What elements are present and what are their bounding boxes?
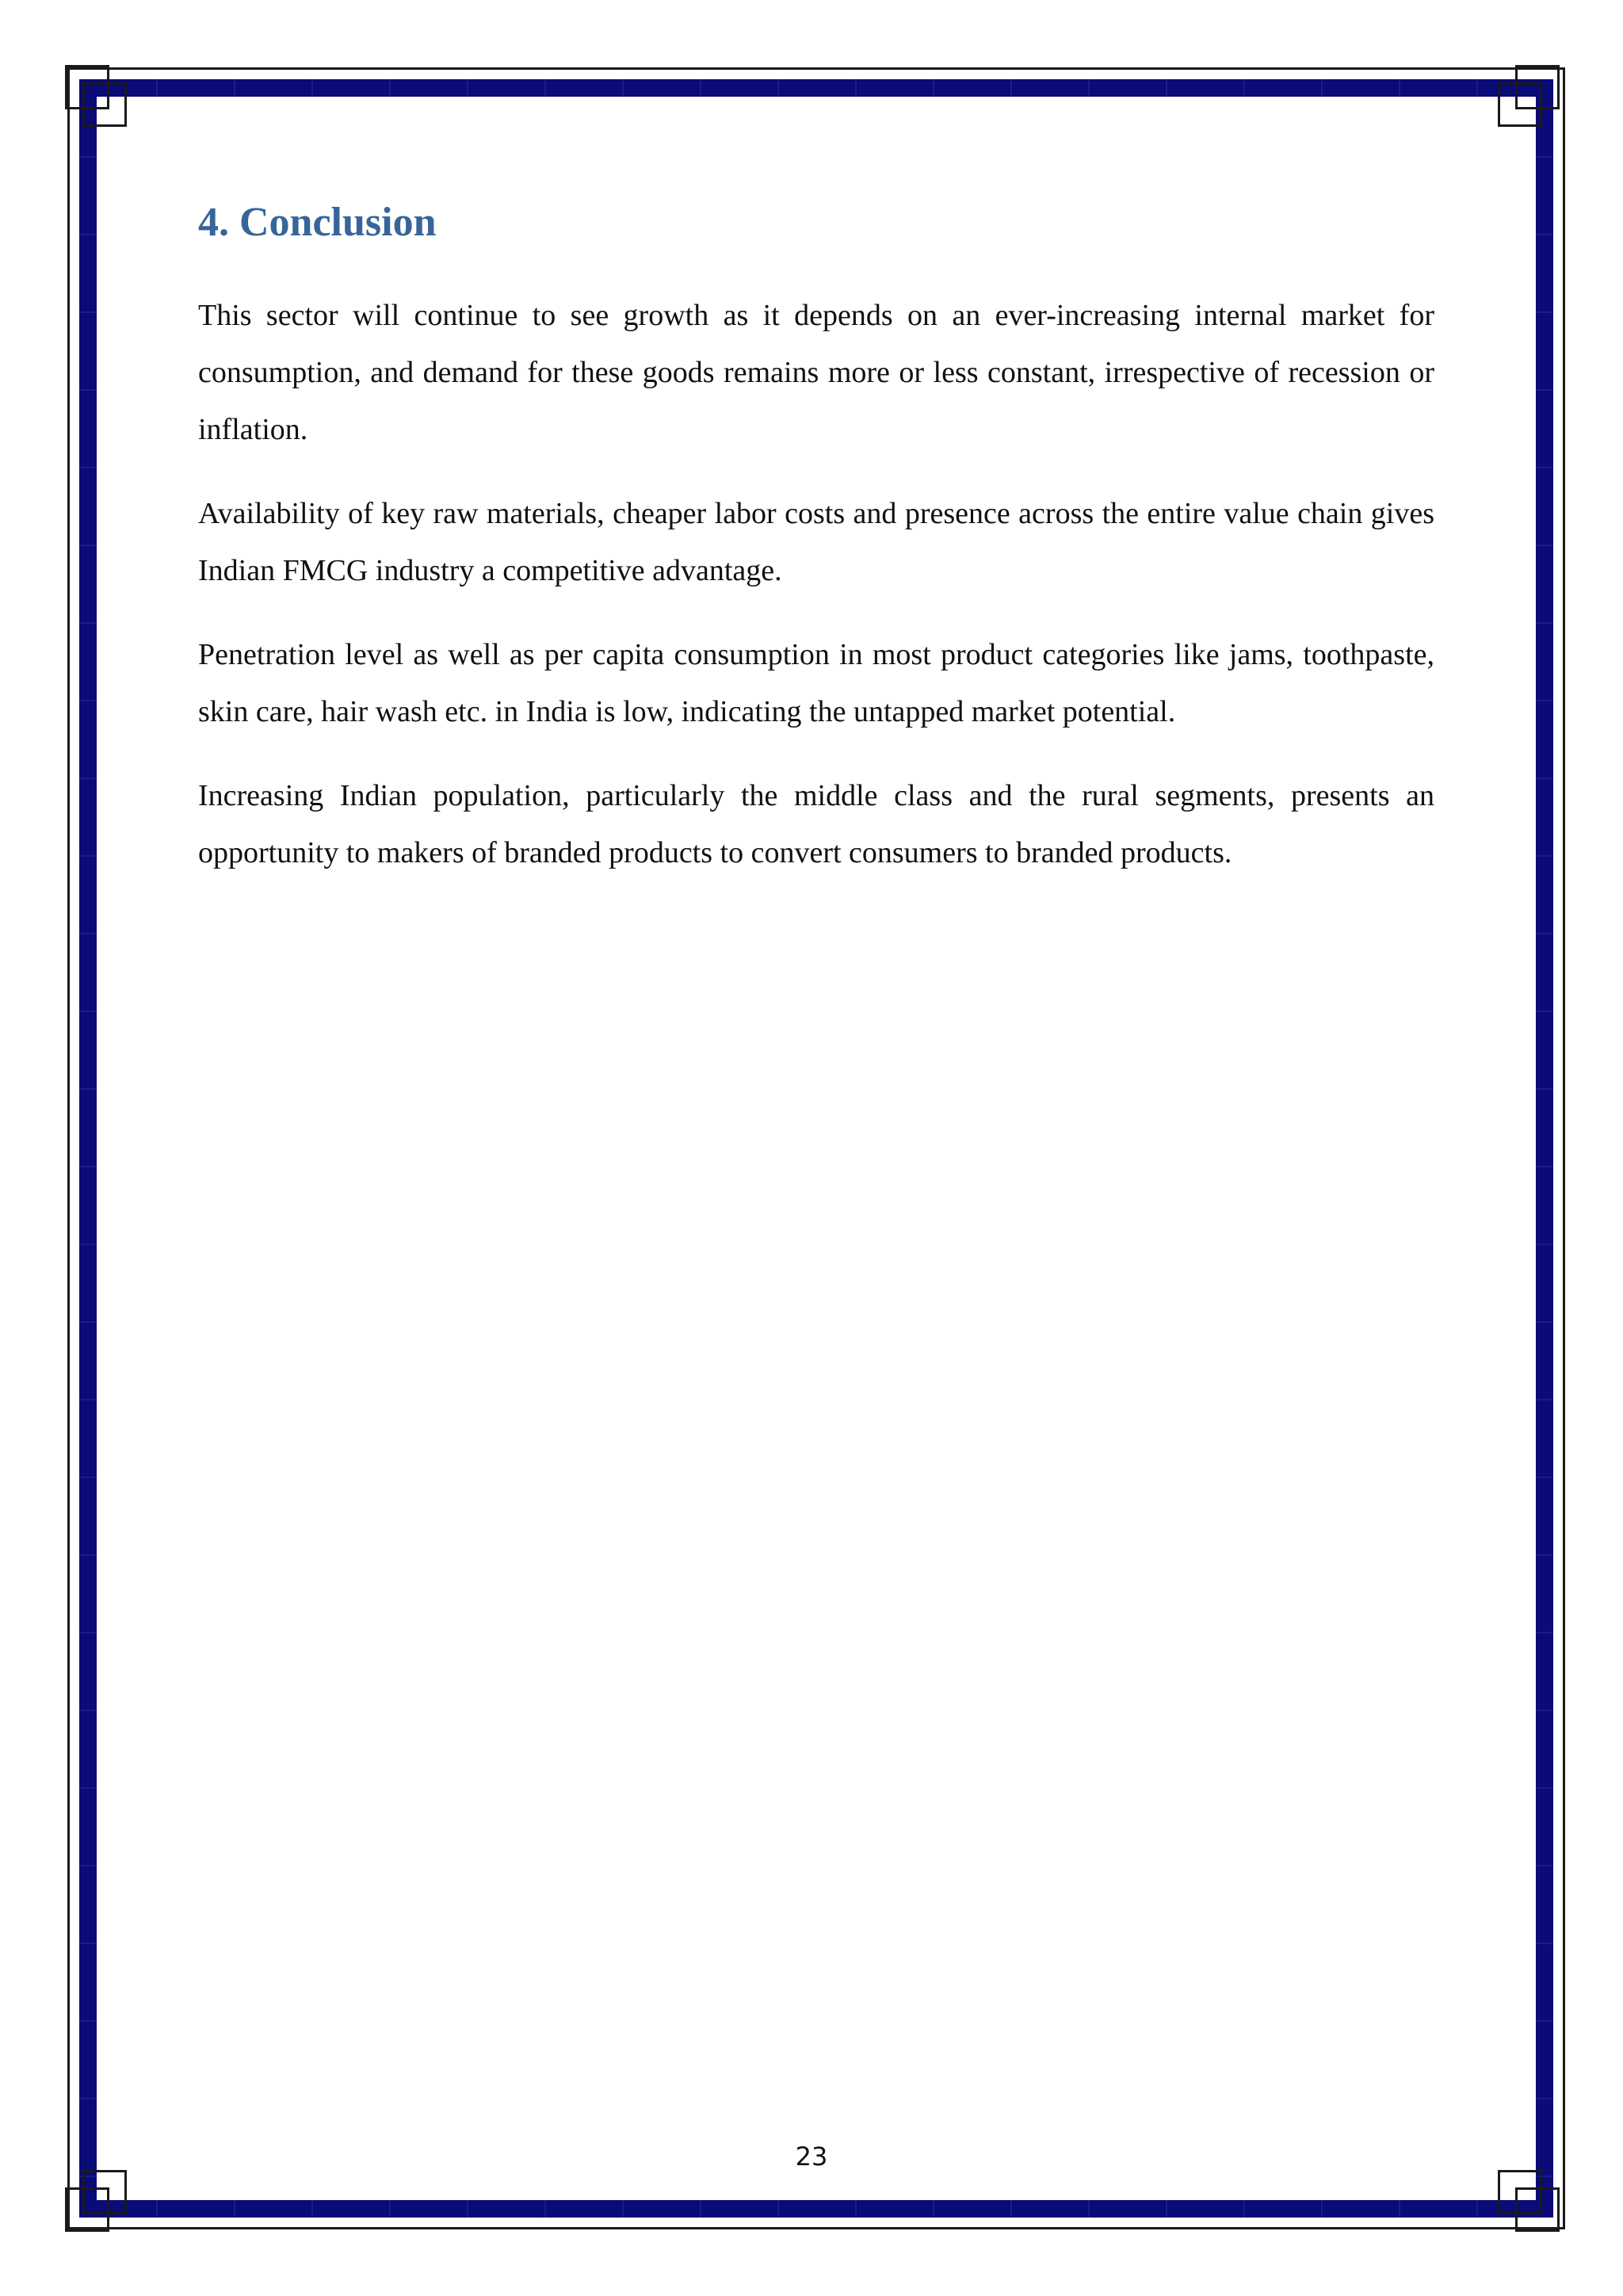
paragraph-population: Increasing Indian population, particularly the middle class and the rural segments, presents an opportunity to makers of branded products to convert consumers to branded products.	[198, 779, 1434, 869]
corner-ornament-top-right	[1496, 65, 1560, 128]
section-heading: 4. Conclusion	[198, 200, 437, 245]
page-content	[198, 198, 1434, 908]
corner-ornament-bottom-right	[1496, 2168, 1560, 2232]
corner-ornament-top-left	[65, 65, 128, 128]
paragraph-penetration: Penetration level as well as per capita consumption in most product categories like jams, toothpaste, skin care, hair wash etc. in India is low, indicating the untapped market potential.	[198, 638, 1434, 728]
paragraph-growth: This sector will continue to see growth as it depends on an ever-increasing internal market for consumption, and demand for these goods remains more or less constant, irrespective of recession or inflation.	[198, 299, 1434, 446]
page-number: 23	[795, 2141, 828, 2172]
corner-ornament-bottom-left	[65, 2168, 128, 2232]
paragraph-advantage: Availability of key raw materials, cheaper labor costs and presence across the entire value chain gives Indian FMCG industry a competitive advantage.	[198, 497, 1434, 587]
